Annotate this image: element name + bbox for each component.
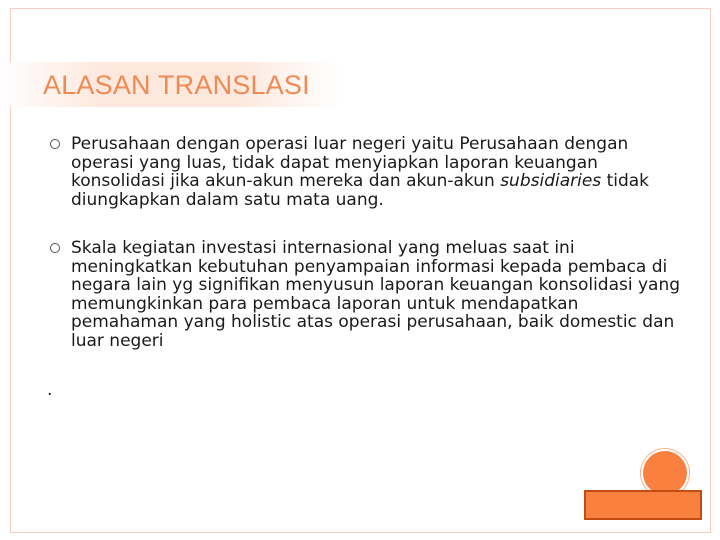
border-right <box>710 8 711 533</box>
border-top <box>10 8 710 9</box>
bullet-1-text: Perusahaan dengan operasi luar negeri yaitu Perusahaan dengan operasi yang luas, tidak dapat menyiapkan laporan keuangan konsolidasi jika akun-akun mereka dan akun-akun <box>71 134 629 191</box>
bullet-list <box>50 135 690 350</box>
bullet-1-emphasis: subsidiaries <box>500 171 602 191</box>
decorative-rectangle <box>584 490 702 520</box>
hollow-circle-bullet-icon <box>50 243 60 253</box>
border-bottom <box>10 532 710 533</box>
bullet-item-1 <box>50 135 690 209</box>
bullet-1-text-end: tidak diungkapkan dalam satu mata uang. <box>71 171 650 210</box>
stray-period: . <box>47 380 53 400</box>
hollow-circle-bullet-icon <box>50 139 60 149</box>
slide-title: ALASAN TRANSLASI <box>43 70 310 100</box>
bullet-2-text: Skala kegiatan investasi internasional yang meluas saat ini meningkatkan kebutuhan penyampaian informasi kepada pembaca di negara lain yg signifikan menyusun laporan keuangan konsolidasi yang memungkinkan para pembaca laporan untuk mendapatkan pemahaman yang holistic atas operasi perusahaan, baik domestic dan luar negeri <box>71 238 681 351</box>
bullet-item-2 <box>50 239 690 350</box>
